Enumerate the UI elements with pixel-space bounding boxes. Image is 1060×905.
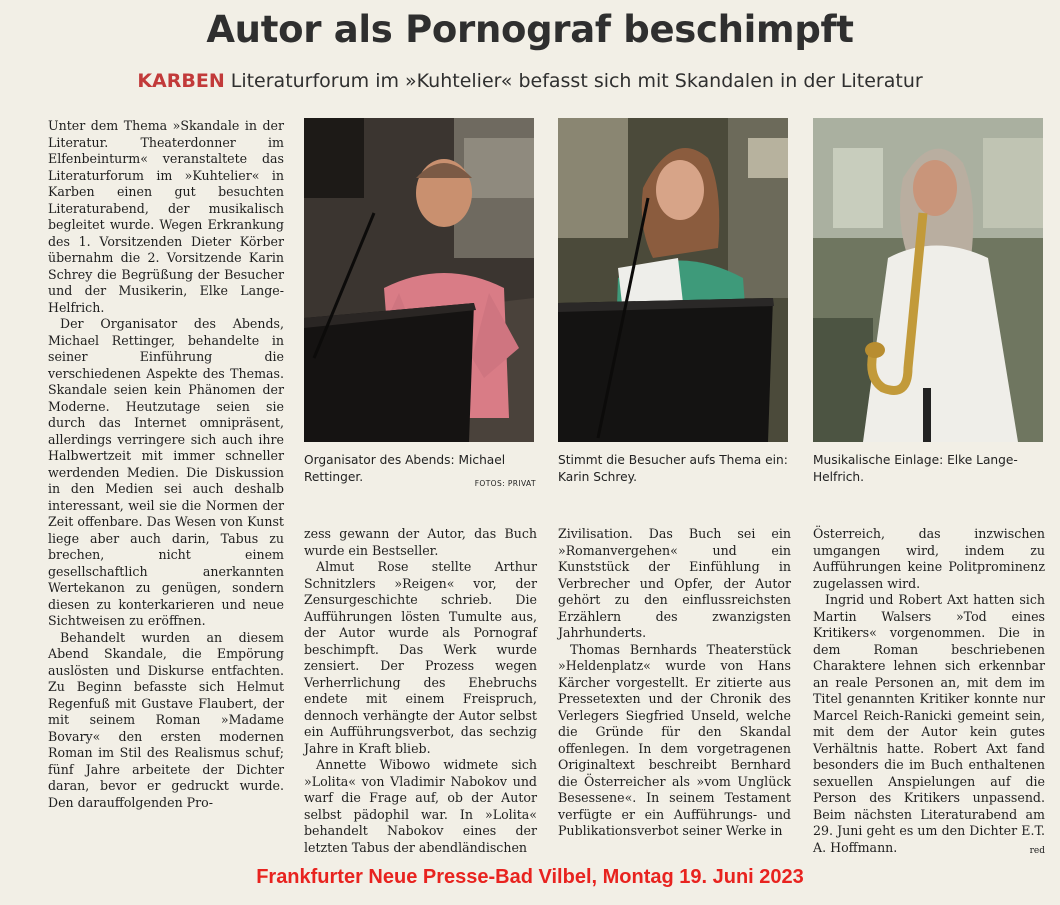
- paragraph: Unter dem Thema »Skandale in der Literatur. Theaterdonner im Elfenbeinturm« veranstaltete das Literaturforum im »Kuhtelier« in Karben einen gut besuchten Literaturabend, der musikalisch begleitet wurde. Wegen Erkrankung des 1. Vorsitzenden Dieter Körber übernahm die 2. Vorsitzende Karin Schrey die Begrüßung der Besucher und der Musikerin, Elke Lange-Helfrich.: [48, 118, 284, 315]
- paragraph: Almut Rose stellte Arthur Schnitzlers »Reigen« vor, der Zensurgeschichte schrieb. Die Aufführungen lösten Tumulte aus, der Autor wurde als Pornograf beschimpft. Das Werk wurde zensiert. Der Prozess wegen Verherrlichung des Ehebruchs endete mit einem Freispruch, dennoch verhängte der Autor selbst ein Aufführungsverbot, das sechzig Jahre in Kraft blieb.: [304, 559, 537, 756]
- kicker-location: KARBEN: [137, 70, 225, 92]
- paragraph: Annette Wibowo widmete sich »Lolita« von Vladimir Nabokov und warf die Frage auf, ob der Autor selbst pädophil war. In »Lolita« behandelt Nabokov eines der letzten Tabus der abendländischen: [304, 757, 537, 855]
- subheadline: Literaturforum im »Kuhtelier« befasst sich mit Skandalen in der Literatur: [230, 70, 923, 92]
- article-column-2: [304, 526, 537, 856]
- source-footer: Frankfurter Neue Presse-Bad Vilbel, Montag 19. Juni 2023: [256, 866, 804, 888]
- paragraph: zess gewann der Autor, das Buch wurde ein Bestseller.: [304, 526, 537, 558]
- paragraph: Der Organisator des Abends, Michael Rettinger, behandelte in seiner Einführung die verschiedenen Aspekte des Themas. Skandale seien kein Phänomen der Moderne. Heutzutage seien sie durch das Internet omnipräsent, allerdings verringere sich auch ihre Halbwertzeit mit immer schneller werdenden Medien. Die Diskussion in den Medien sei auch deshalb interessant, weil sie die Normen der Zeit offenbare. Das Wesen von Kunst liege aber auch darin, Tabus zu brechen, nicht einem gesellschaftlich anerkannten Wertekanon zu genügen, sondern diesen zu konterkarieren und neue Sichtweisen zu eröffnen.: [48, 316, 284, 628]
- photo-musician: [813, 118, 1043, 442]
- photo-credit: FOTOS: PRIVAT: [474, 479, 536, 488]
- paragraph: Thomas Bernhards Theaterstück »Heldenplatz« wurde von Hans Kärcher vorgestellt. Er zitierte aus Pressetexten und der Chronik des Verlegers Siegfried Unseld, welche die Gründe für den Skandal offenlegen. In dem vorgetragenen Originaltext beschreibt Bernhard die Österreicher als »vom Unglück Besessene«. In seinem Testament verfügte er ein Aufführungs- und Publikationsverbot seiner Werke in: [558, 641, 791, 838]
- paragraph: Behandelt wurden an diesem Abend Skandale, die Empörung auslösten und Diskurse entfachten. Zu Beginn befasste sich Helmut Regenfuß mit Gustave Flaubert, der mit seinem Roman »Madame Bovary« den ersten modernen Roman im Stil des Realismus schuf; fünf Jahre arbeitete der Dichter daran, bevor er gedruckt wurde. Den darauffolgenden Pro-: [48, 629, 284, 810]
- author-sign: red: [1029, 845, 1045, 856]
- subheadline-row: [0, 70, 1060, 92]
- headline: Autor als Pornograf beschimpft: [206, 8, 854, 51]
- paragraph: Österreich, das inzwischen umgangen wird, indem zu Aufführungen keine Politprominenz zugelassen wird.: [813, 526, 1045, 591]
- caption-text: Organisator des Abends: Michael Rettinger.: [304, 453, 506, 484]
- photo-karin-schrey: [558, 118, 788, 442]
- photo-caption-1: [304, 452, 536, 492]
- photo-caption-3: Musikalische Einlage: Elke Lange-Helfrich.: [813, 453, 1018, 484]
- paragraph: Zivilisation. Das Buch sei ein »Romanvergehen« und ein Kunststück der Einfühlung in Verbrecher und Opfer, der Autor gehört zu den einflussreichsten Erzählern des zwanzigsten Jahrhunderts.: [558, 526, 791, 640]
- photo-caption-2: Stimmt die Besucher aufs Thema ein: Karin Schrey.: [558, 453, 788, 484]
- article-column-1: [48, 118, 284, 811]
- paragraph: [813, 592, 1045, 856]
- article-column-4: [813, 526, 1045, 859]
- photo-organizer: [304, 118, 534, 442]
- article-column-3: [558, 526, 791, 840]
- paragraph-text: Ingrid und Robert Axt hatten sich Martin Walsers »Tod eines Kritikers« vorgenommen. Die in dem Roman beschriebenen Charaktere lehnen sich erkennbar an reale Personen an, mit dem im Titel genannten Kritiker konnte nur Marcel Reich-Ranicki gemeint sein, mit dem der Autor kein gutes Verhältnis hatte. Robert Axt fand besonders die im Buch enthaltenen sexuellen Anspielungen auf die Person des Kritikers unpassend. Beim nächsten Literaturabend am 29. Juni geht es um den Dichter E.T. A. Hoffmann.: [813, 592, 1045, 855]
